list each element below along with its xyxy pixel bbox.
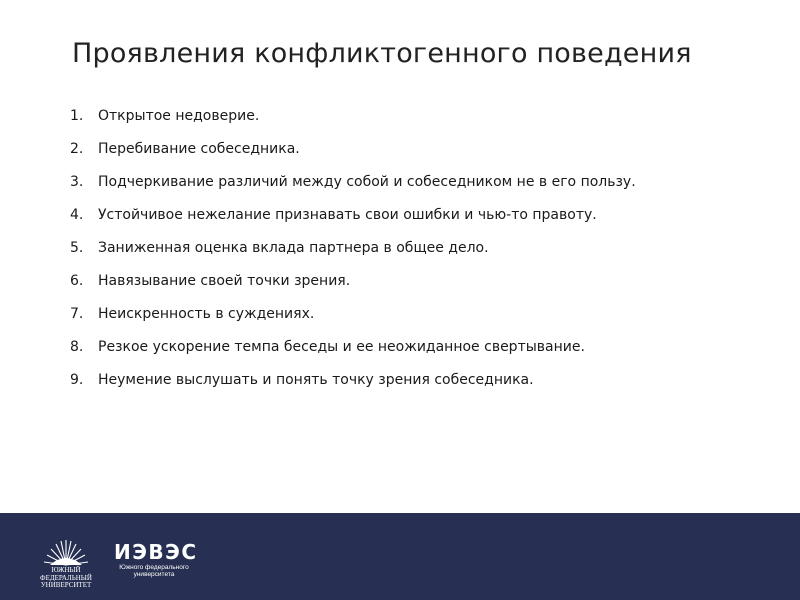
list-item [70, 272, 710, 290]
university-logo [26, 537, 106, 593]
item-text: Заниженная оценка вклада партнера в общее дело. [98, 240, 489, 256]
ievs-subtitle: Южного федерального университета [119, 564, 189, 578]
university-name: ЮЖНЫЙ ФЕДЕРАЛЬНЫЙ УНИВЕРСИТЕТ [40, 566, 92, 589]
item-number: 5. [70, 240, 84, 256]
item-text: Резкое ускорение темпа беседы и ее неожиданное свертывание. [98, 339, 585, 355]
item-number: 7. [70, 306, 84, 322]
item-number: 1. [70, 108, 84, 124]
list-item [70, 338, 710, 356]
sunburst-emblem-icon [40, 537, 92, 567]
slide-title: Проявления конфликтогенного поведения [72, 38, 692, 69]
ievs-name: ИЭВЭС [114, 540, 198, 564]
list-item [70, 173, 710, 191]
item-text: Подчеркивание различий между собой и собеседником не в его пользу. [98, 174, 636, 190]
item-text: Открытое недоверие. [98, 108, 260, 124]
list-item [70, 371, 710, 389]
item-number: 4. [70, 207, 84, 223]
list-item [70, 140, 710, 158]
conflict-behaviour-list [70, 107, 710, 404]
item-number: 3. [70, 174, 84, 190]
item-number: 8. [70, 339, 84, 355]
item-text: Неумение выслушать и понять точку зрения собеседника. [98, 372, 534, 388]
footer-bar [0, 513, 800, 600]
list-item [70, 206, 710, 224]
item-text: Навязывание своей точки зрения. [98, 273, 351, 289]
list-item [70, 305, 710, 323]
item-text: Неискренность в суждениях. [98, 306, 315, 322]
list-item [70, 239, 710, 257]
item-number: 6. [70, 273, 84, 289]
item-number: 9. [70, 372, 84, 388]
item-text: Устойчивое нежелание признавать свои ошибки и чью-то правоту. [98, 207, 597, 223]
ievs-logo [114, 541, 198, 578]
item-text: Перебивание собеседника. [98, 141, 300, 157]
list-item [70, 107, 710, 125]
item-number: 2. [70, 141, 84, 157]
